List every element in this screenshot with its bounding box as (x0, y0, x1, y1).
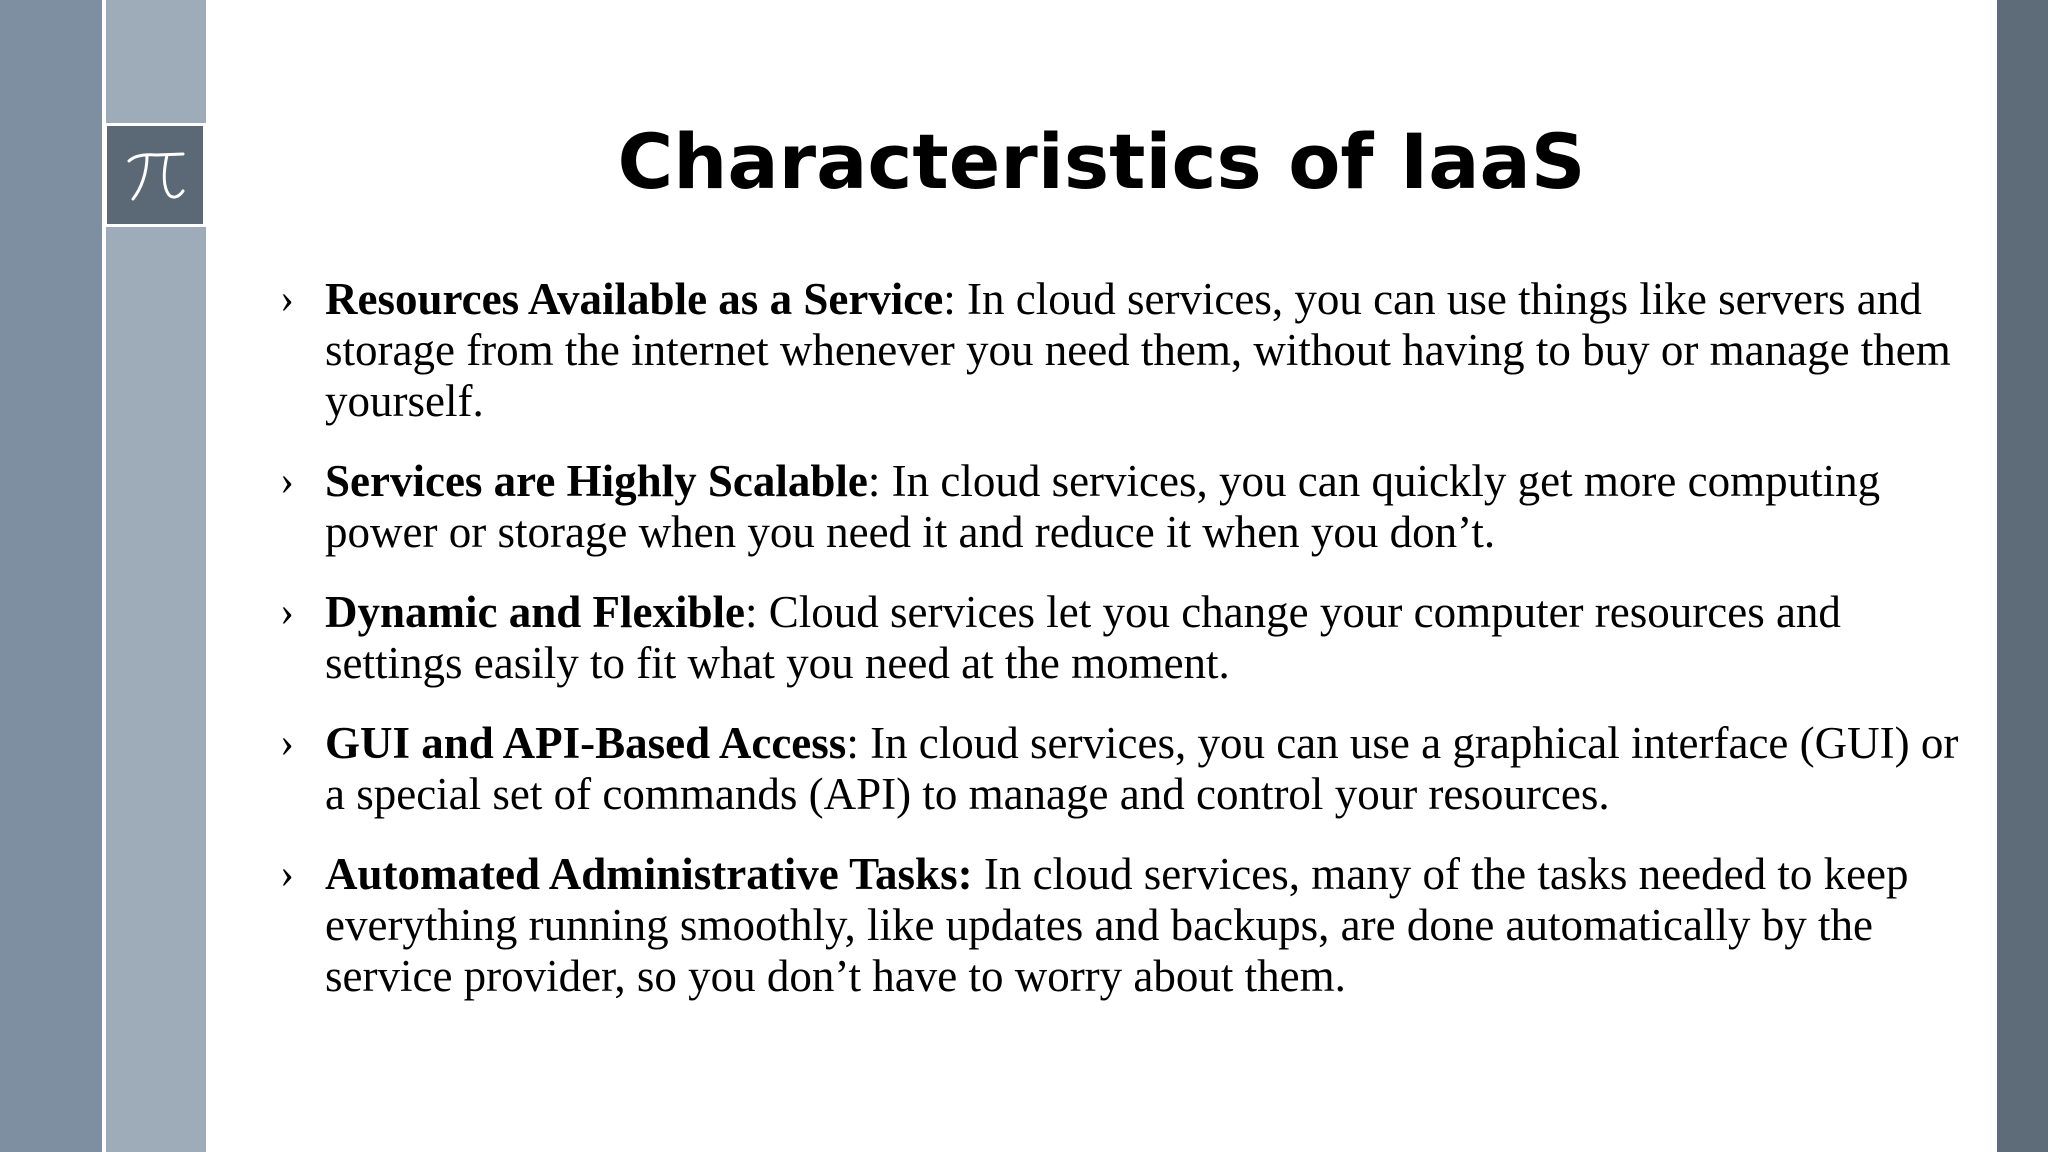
bullet-item (280, 587, 1975, 689)
right-band (1997, 0, 2048, 1152)
bullet-text: : In cloud services, you can quickly get more computing power or storage when you need it and reduce it when you don’t. (325, 456, 1881, 557)
bullet-marker: › (280, 589, 294, 635)
bullet-item (280, 718, 1975, 820)
bullet-marker: › (280, 851, 294, 897)
bullet-item (280, 456, 1975, 558)
bullet-term: GUI and API-Based Access (325, 718, 847, 768)
bullet-text: : Cloud services let you change your computer resources and settings easily to fit what you need at the moment. (325, 587, 1841, 688)
pi-icon (123, 143, 187, 207)
bullet-item (280, 849, 1975, 1002)
bullet-marker: › (280, 720, 294, 766)
bullet-text: : In cloud services, you can use a graphical interface (GUI) or a special set of commands (API) to manage and control your resources. (325, 718, 1959, 819)
slide-title: Characteristics of IaaS (617, 117, 1586, 206)
logo-box (104, 123, 206, 227)
bullet-text: : In cloud services, you can use things like servers and storage from the internet whenever you need them, without having to buy or manage them yourself. (325, 274, 1951, 426)
bullet-term: Services are Highly Scalable (325, 456, 868, 506)
bullet-term: Dynamic and Flexible (325, 587, 746, 637)
bullet-text: In cloud services, many of the tasks needed to keep everything running smoothly, like updates and backups, are done automatically by the service provider, so you don’t have to worry about them. (325, 849, 1909, 1001)
bullet-item (280, 274, 1975, 427)
bullet-term: Automated Administrative Tasks: (325, 849, 973, 899)
bullet-list (280, 274, 1975, 1031)
left-outer-band (0, 0, 102, 1152)
bullet-marker: › (280, 458, 294, 504)
bullet-term: Resources Available as a Service (325, 274, 944, 324)
bullet-marker: › (280, 276, 294, 322)
